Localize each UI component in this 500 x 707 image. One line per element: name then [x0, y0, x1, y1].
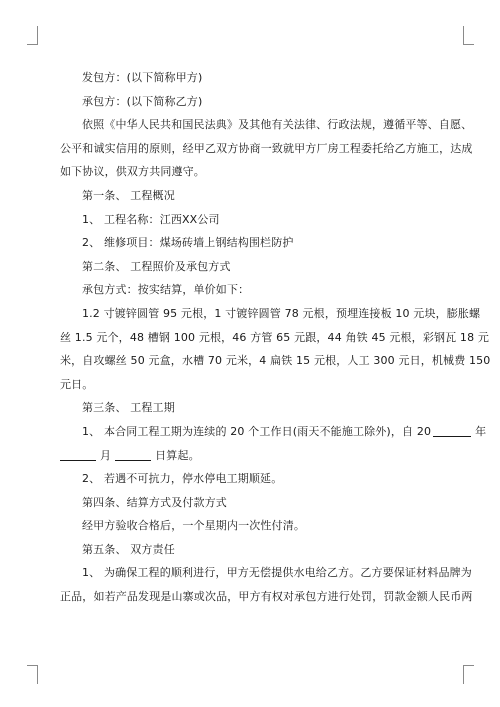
article-2-title: 第二条、 工程照价及承包方式: [82, 259, 231, 273]
year-label: 年: [475, 424, 487, 438]
corner-mark-bottom-left: [27, 665, 38, 684]
day-label: 日算起。: [155, 448, 200, 462]
article-5-title: 第五条、 双方责任: [82, 542, 175, 556]
corner-mark-top-right: [463, 26, 474, 45]
price-line: 1.2 寸镀锌圆管 95 元根，1 寸镀锌圆管 78 元根，预埋连接板 10 元块，膨胀螺: [82, 306, 481, 320]
work-period-line: [60, 420, 487, 444]
corner-mark-top-left: [27, 26, 38, 45]
project-name: 1、 工程名称：江西XX公司: [82, 212, 220, 226]
corner-mark-bottom-right: [463, 665, 474, 684]
article-3-title: 第三条、 工程工期: [82, 401, 175, 415]
payment-text: 经甲方验收合格后，一个星期内一次性付清。: [82, 519, 305, 533]
intro-line: 依照《中华人民共和国民法典》及其他有关法律、行政法规，遵循平等、自愿、: [82, 118, 473, 132]
document-body: [60, 66, 491, 609]
day-blank: [115, 448, 151, 461]
article-4-title: 第四条、结算方式及付款方式: [82, 495, 227, 509]
price-line: 丝 1.5 元个，48 槽钢 100 元根，46 方管 65 元跟，44 角铁 45 元根，彩钢瓦 18 元: [60, 330, 490, 344]
contract-method: 承包方式：按实结算，单价如下：: [82, 283, 250, 297]
intro-line: 如下协议，供双方共同遵守。: [60, 165, 205, 179]
year-blank: [433, 424, 471, 437]
responsibility-line: 1、 为确保工程的顺利进行，甲方无偿提供水电给乙方。乙方要保证材料品牌为: [82, 566, 472, 580]
repair-item: 2、 维修项目：煤场砖墙上钢结构围栏防护: [82, 236, 294, 250]
party-b-line: 承包方：(以下简称乙方): [82, 94, 203, 108]
responsibility-line: 正品，如若产品发现是山寨或次品，甲方有权对承包方进行处罚，罚款金额人民币两: [60, 590, 473, 604]
work-period-line-2: [60, 444, 444, 468]
price-line: 米，自攻螺丝 50 元盒，水槽 70 元米，4 扁铁 15 元根，人工 300 元日，机械费 150: [60, 354, 491, 368]
work-period-text: 1、 本合同工程工期为连续的 20 个工作日(雨天不能施工除外)，自 20: [82, 424, 432, 438]
month-blank: [60, 448, 96, 461]
intro-line: 公平和诚实信用的原则，经甲乙双方协商一致就甲方厂房工程委托给乙方施工，达成: [60, 141, 473, 155]
party-a-line: 发包方：(以下简称甲方): [82, 71, 203, 84]
article-1-title: 第一条、 工程概况: [82, 188, 175, 202]
force-majeure-line: 2、 若遇不可抗力，停水停电工期顺延。: [82, 472, 283, 486]
price-line: 元日。: [60, 377, 94, 391]
month-label: 月: [100, 448, 112, 462]
